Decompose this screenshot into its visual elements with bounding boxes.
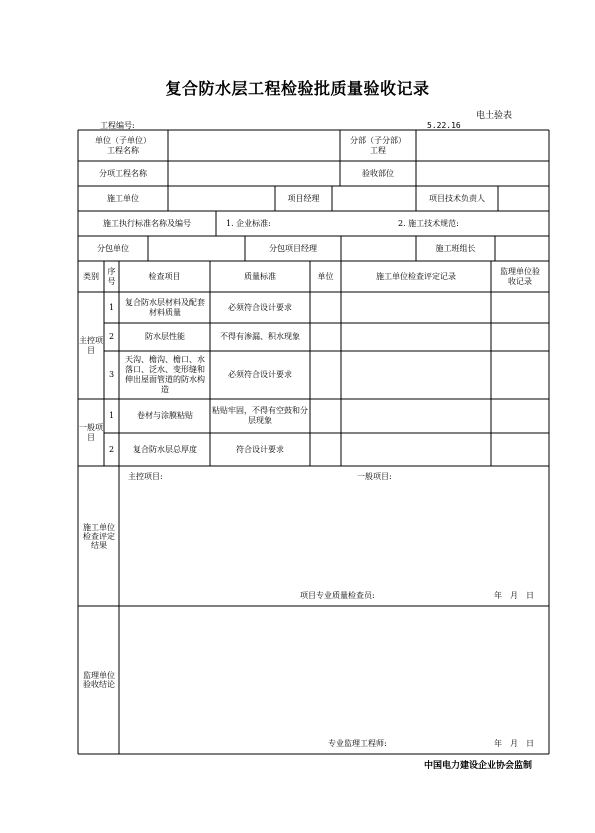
main-item-standard: 不得有渗漏、积水现象 [220,332,300,341]
sub-item-label: 分项工程名称 [99,168,147,178]
general-item-no: 2 [108,444,115,454]
tech-spec-label: 2. 施工技术规范: [398,218,459,228]
col-supervisor-record: 监理单位验收记录 [500,266,540,286]
construction-unit-label: 施工单位 [107,193,139,203]
page-title: 复合防水层工程检验批质量验收记录 [165,79,430,98]
enterprise-standard-label: 1. 企业标准: [226,218,271,228]
col-seq: 序号 [107,266,116,286]
contractor-result-label: 施工单位检查评定结果 [83,522,115,550]
quality-inspector-signature: 项目专业质量检查员: [300,591,375,600]
general-item-standard: 符合设计要求 [236,444,284,454]
footer-issuer: 中国电力建设企业协会监制 [423,761,532,771]
subcontractor-label: 分包单位 [97,243,129,253]
team-leader-label: 施工班组长 [435,243,476,253]
contractor-date: 年 月 日 [494,591,534,600]
general-item-no: 1 [108,411,115,420]
main-item-standard: 必须符合设计要求 [228,302,292,312]
contractor-main-label: 主控项目: [128,472,163,481]
col-item: 检查项目 [148,271,181,281]
col-unit: 单位 [317,271,334,281]
supervisor-date: 年 月 日 [494,739,534,748]
table-number: 5.22.16 [427,121,461,130]
main-item-no: 1 [108,302,115,312]
form-code: 电土验表 [476,111,513,121]
division-label: 分部（子分部） 工程 [350,135,406,155]
general-item-standard: 粘贴牢固，不得有空鼓和分层现象 [212,406,308,425]
supervisor-result-label: 监理单位验收结论 [83,671,115,689]
main-items-label: 主控项目 [79,335,103,355]
main-item-no: 3 [108,370,115,379]
general-items-label: 一般项目 [79,422,103,442]
main-item-name: 复合防水层材料及配套材料质量 [125,297,205,317]
main-item-name: 天沟、檐沟、檐口、水落口、泛水、变形缝和伸出屋面管道的防水构造 [125,355,205,394]
main-item-standard: 必须符合设计要求 [228,370,292,379]
col-category: 类别 [83,271,99,281]
sub-manager-label: 分包项目经理 [269,243,317,253]
general-item-name: 复合防水层总厚度 [133,444,197,454]
project-no-label: 工程编号: [100,121,135,130]
supervisor-signature: 专业监理工程师: [328,739,387,748]
main-item-name: 防水层性能 [145,332,185,341]
standard-name-label: 施工执行标准名称及编号 [103,218,191,228]
project-manager-label: 项目经理 [287,193,320,203]
main-item-no: 2 [108,332,115,341]
col-standard: 质量标准 [244,271,276,281]
contractor-general-label: 一般项目: [357,472,392,481]
col-contractor-record: 施工单位检查评定记录 [376,271,456,281]
technical-lead-label: 项目技术负责人 [429,193,485,203]
inspection-part-label: 验收部位 [362,168,394,178]
unit-project-label: 单位（子单位） 工程名称 [95,135,151,155]
general-item-name: 卷材与涂膜粘贴 [137,411,193,420]
